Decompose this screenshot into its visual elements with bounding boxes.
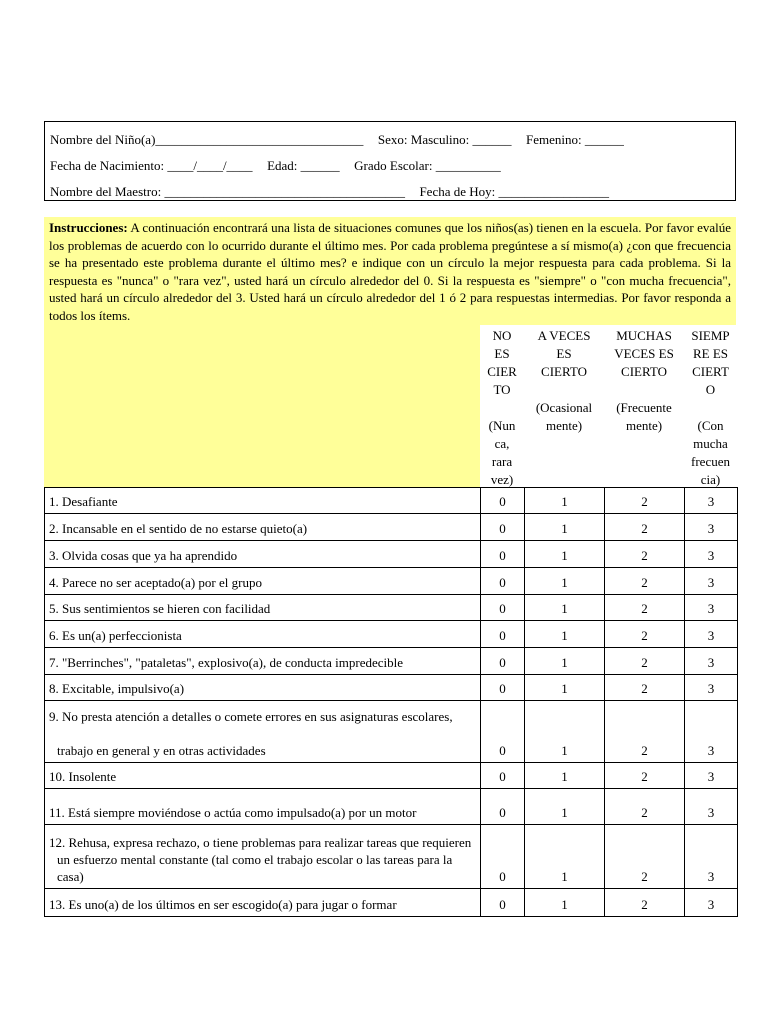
col-header-always [684, 325, 737, 487]
col-header-subtext: mucha [693, 436, 728, 451]
item-label [45, 763, 481, 789]
score-option-3[interactable]: 3 [685, 621, 738, 648]
col-header-text: CIER [487, 364, 517, 379]
col-header-text: SIEMP [691, 328, 730, 343]
score-option-2[interactable]: 2 [605, 825, 685, 889]
score-option-2[interactable]: 2 [605, 568, 685, 595]
today-label: Fecha de Hoy: [419, 184, 496, 199]
score-option-0[interactable]: 0 [481, 701, 525, 763]
score-option-3[interactable]: 3 [685, 488, 738, 514]
col-header-subtext: ca, [494, 436, 510, 451]
score-option-1[interactable]: 1 [525, 595, 605, 621]
score-option-2[interactable]: 2 [605, 648, 685, 675]
score-option-2[interactable]: 2 [605, 595, 685, 621]
child-name-field[interactable]: ________________________________ [155, 132, 364, 147]
score-option-3[interactable]: 3 [685, 789, 738, 825]
sex-femenino-label: Femenino: [526, 132, 582, 147]
col-header-text: CIERT [692, 364, 729, 379]
score-option-3[interactable]: 3 [685, 701, 738, 763]
score-option-3[interactable]: 3 [685, 825, 738, 889]
score-option-3[interactable]: 3 [685, 675, 738, 701]
table-row [45, 621, 738, 648]
score-option-1[interactable]: 1 [525, 621, 605, 648]
today-field[interactable]: _________________ [498, 184, 610, 199]
score-option-1[interactable]: 1 [525, 825, 605, 889]
score-option-0[interactable]: 0 [481, 648, 525, 675]
col-header-text: VECES ES [614, 346, 674, 361]
item-label-line: 7. "Berrinches", "pataletas", explosivo(a), de conducta impredecible [49, 655, 404, 670]
score-option-0[interactable]: 0 [481, 568, 525, 595]
score-option-1[interactable]: 1 [525, 675, 605, 701]
score-option-0[interactable]: 0 [481, 789, 525, 825]
age-label: Edad: [267, 158, 298, 173]
item-label-line: un esfuerzo mental constante (tal como el trabajo escolar o las tareas para la casa) [57, 852, 453, 884]
score-option-3[interactable]: 3 [685, 763, 738, 789]
grade-label: Grado Escolar: [354, 158, 433, 173]
sex-label: Sexo: Masculino: [377, 132, 470, 147]
table-row [45, 763, 738, 789]
item-label-line: 13. Es uno(a) de los últimos en ser escogido(a) para jugar o formar [49, 897, 397, 912]
score-option-0[interactable]: 0 [481, 825, 525, 889]
item-label-line: 1. Desafiante [49, 494, 118, 509]
score-option-0[interactable]: 0 [481, 488, 525, 514]
col-header-text: RE ES [692, 346, 729, 361]
score-option-1[interactable]: 1 [525, 889, 605, 917]
col-header-subtext: (Ocasional [535, 400, 593, 415]
score-option-2[interactable]: 2 [605, 541, 685, 568]
score-option-1[interactable]: 1 [525, 488, 605, 514]
score-option-2[interactable]: 2 [605, 675, 685, 701]
header-blank-cell [44, 325, 480, 487]
item-label [45, 675, 481, 701]
col-header-subtext: (Frecuente [616, 400, 672, 415]
score-option-0[interactable]: 0 [481, 541, 525, 568]
col-header-subtext: vez) [490, 472, 514, 487]
score-option-1[interactable]: 1 [525, 568, 605, 595]
item-label-line: 2. Incansable en el sentido de no estarse quieto(a) [49, 521, 308, 536]
item-label-line [49, 725, 476, 742]
col-header-subtext: frecuen [691, 454, 730, 469]
score-option-3[interactable]: 3 [685, 541, 738, 568]
score-option-1[interactable]: 1 [525, 763, 605, 789]
score-option-2[interactable]: 2 [605, 621, 685, 648]
item-label-line: 8. Excitable, impulsivo(a) [49, 681, 185, 696]
col-header-sometimes [524, 325, 604, 487]
score-option-1[interactable]: 1 [525, 648, 605, 675]
header-line-dob [50, 153, 730, 179]
score-option-1[interactable]: 1 [525, 514, 605, 541]
item-label [45, 568, 481, 595]
table-row [45, 514, 738, 541]
score-option-1[interactable]: 1 [525, 541, 605, 568]
score-option-0[interactable]: 0 [481, 595, 525, 621]
col-header-text: NO [492, 328, 512, 343]
score-option-2[interactable]: 2 [605, 763, 685, 789]
col-header-text: A VECES [537, 328, 591, 343]
score-option-0[interactable]: 0 [481, 514, 525, 541]
table-row [45, 648, 738, 675]
col-header-subtext: (Con [697, 418, 724, 433]
table-row [45, 488, 738, 514]
item-label [45, 514, 481, 541]
item-label-line: trabajo en general y en otras actividades [57, 743, 266, 758]
header-line-child [50, 127, 730, 153]
item-label [45, 541, 481, 568]
item-label-line: 9. No presta atención a detalles o comete errores en sus asignaturas escolares, [49, 709, 453, 724]
item-label [45, 889, 481, 917]
col-header-text: ES [494, 346, 510, 361]
header-line-teacher [50, 179, 730, 205]
item-label [45, 595, 481, 621]
col-header-text: O [705, 382, 716, 397]
table-row [45, 701, 738, 763]
instructions-title: Instrucciones: [49, 220, 128, 235]
score-option-3[interactable]: 3 [685, 595, 738, 621]
col-header-never [480, 325, 524, 487]
item-label-line: 3. Olvida cosas que ya ha aprendido [49, 548, 238, 563]
score-option-1[interactable]: 1 [525, 701, 605, 763]
item-label-line: 10. Insolente [49, 769, 117, 784]
teacher-label: Nombre del Maestro: [50, 184, 162, 199]
table-row [45, 889, 738, 917]
score-option-1[interactable]: 1 [525, 789, 605, 825]
table-row [45, 568, 738, 595]
col-header-subtext: cia) [700, 472, 721, 487]
score-option-0[interactable]: 0 [481, 763, 525, 789]
sex-femenino-field[interactable]: ______ [584, 132, 624, 147]
rating-scale-header [44, 325, 736, 487]
item-label [45, 648, 481, 675]
score-option-0[interactable]: 0 [481, 675, 525, 701]
col-header-text: TO [493, 382, 511, 397]
child-name-label: Nombre del Niño(a) [50, 132, 156, 147]
col-header-text: CIERTO [541, 364, 587, 379]
item-label-line: 4. Parece no ser aceptado(a) por el grupo [49, 575, 262, 590]
instructions-block [44, 217, 736, 325]
item-label [45, 621, 481, 648]
score-option-2[interactable]: 2 [605, 789, 685, 825]
score-option-2[interactable]: 2 [605, 514, 685, 541]
score-option-3[interactable]: 3 [685, 889, 738, 917]
item-label-line: 11. Está siempre moviéndose o actúa como impulsado(a) por un motor [49, 805, 417, 820]
col-header-text: MUCHAS [616, 328, 672, 343]
grade-field[interactable]: __________ [435, 158, 501, 173]
col-header-text: ES [556, 346, 572, 361]
item-label [45, 789, 481, 825]
item-label [45, 488, 481, 514]
dob-label: Fecha de Nacimiento: [50, 158, 165, 173]
col-header-subtext: (Nun [488, 418, 516, 433]
item-label-line: 5. Sus sentimientos se hieren con facilidad [49, 601, 271, 616]
teacher-field[interactable]: _____________________________________ [164, 184, 405, 199]
score-option-2[interactable]: 2 [605, 889, 685, 917]
score-option-0[interactable]: 0 [481, 889, 525, 917]
score-option-3[interactable]: 3 [685, 648, 738, 675]
score-option-0[interactable]: 0 [481, 621, 525, 648]
table-row [45, 541, 738, 568]
student-info-box [44, 121, 736, 201]
score-option-2[interactable]: 2 [605, 701, 685, 763]
table-row [45, 789, 738, 825]
col-header-often [604, 325, 684, 487]
item-label [45, 825, 481, 889]
age-field[interactable]: ______ [300, 158, 340, 173]
dob-field[interactable]: ____/____/____ [167, 158, 253, 173]
col-header-subtext: mente) [545, 418, 583, 433]
table-row [45, 675, 738, 701]
item-label [45, 701, 481, 763]
instructions-text: A continuación encontrará una lista de situaciones comunes que los niños(as) tienen en la escuela. Por favor evalúe los problemas de acuerdo con lo ocurrido durante el último mes. Por cada problema pregúntese a sí mismo(a) ¿con que frecuencia se ha presentado este problema durante el último mes? e indique con un círculo la mejor respuesta para cada problema. Si la respuesta es "nunca" o "rara vez", usted hará un círculo alrededor del 0. Si la respuesta es "siempre" o "con mucha frecuencia", usted hará un círculo alrededor del 3. Usted hará un círculo alrededor del 1 ó 2 para respuestas intermedias. Por favor responda a todos los ítems. [49, 220, 731, 323]
col-header-text: CIERTO [621, 364, 667, 379]
item-label-line: 6. Es un(a) perfeccionista [49, 628, 182, 643]
table-row [45, 825, 738, 889]
sex-masculino-field[interactable]: ______ [472, 132, 512, 147]
col-header-subtext: mente) [625, 418, 663, 433]
score-option-3[interactable]: 3 [685, 514, 738, 541]
score-option-3[interactable]: 3 [685, 568, 738, 595]
score-option-2[interactable]: 2 [605, 488, 685, 514]
col-header-subtext: rara [491, 454, 513, 469]
items-table [44, 487, 738, 917]
item-label-line: 12. Rehusa, expresa rechazo, o tiene problemas para realizar tareas que requieren [49, 835, 472, 850]
table-row [45, 595, 738, 621]
